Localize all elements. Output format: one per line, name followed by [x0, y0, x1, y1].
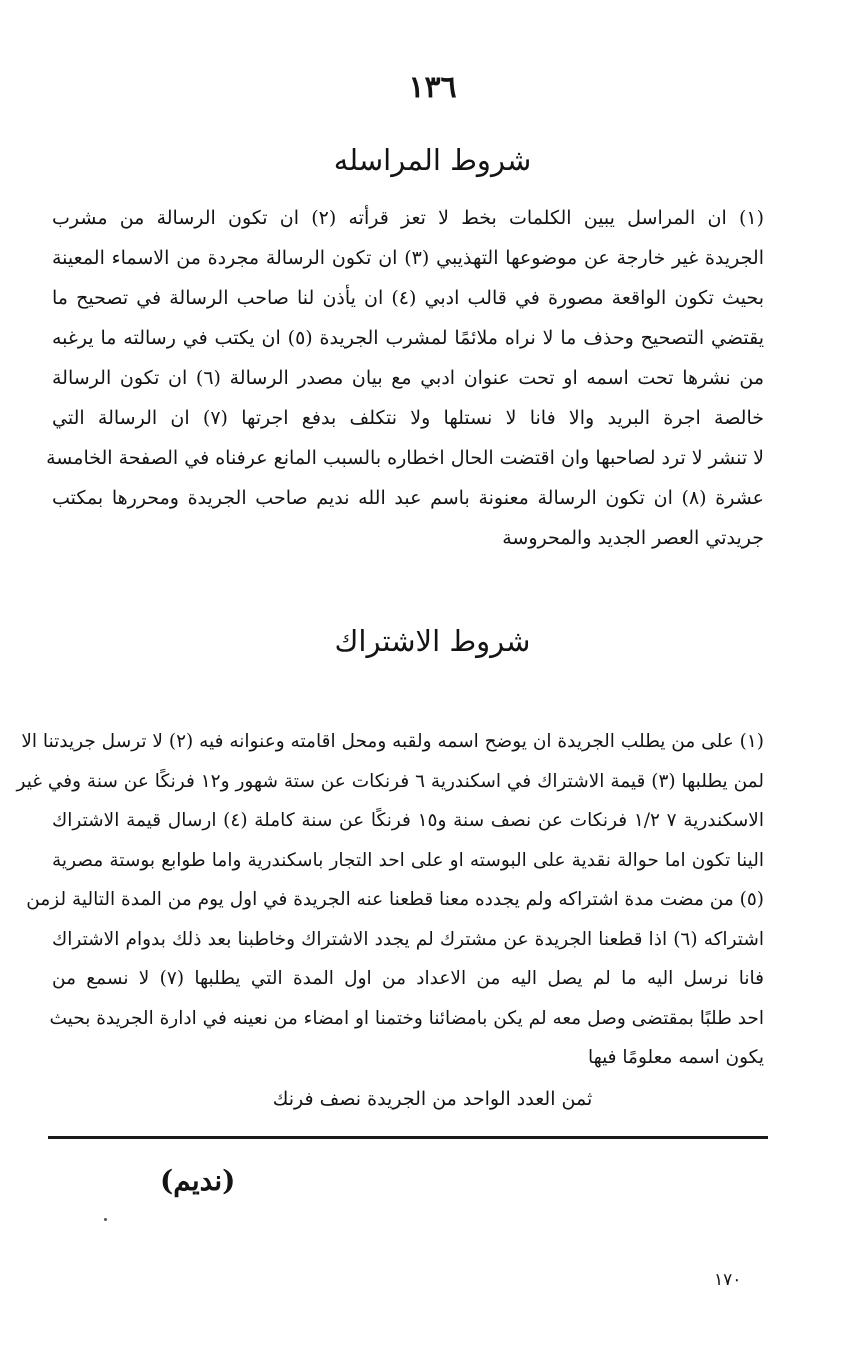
text-line: لمن يطلبها (٣) قيمة الاشتراك في اسكندرية ٦ فرنكات عن ستة شهور و١٢ فرنكًا عن سنة وفي غير	[16, 770, 764, 792]
text-line: فانا نرسل اليه ما لم يصل اليه من الاعداد من اول المدة التي يطلبها (٧) لا نسمع من	[52, 968, 764, 989]
text-line: يكون اسمه معلومًا فيها	[587, 1047, 764, 1068]
text-line: من نشرها تحت اسمه او تحت عنوان ادبي مع بيان مصدر الرسالة (٦) ان تكون الرسالة	[52, 367, 764, 389]
text-line: بحيث تكون الواقعة مصورة في قالب ادبي (٤) ان يأذن لنا صاحب الرسالة في تصحيح ما	[52, 287, 764, 309]
text-line: الينا تكون اما حوالة نقدية على البوسته او على احد التجار باسكندرية واما طوابع بوستة مصرية	[52, 849, 764, 871]
footer-page-number: ١٧٠	[714, 1270, 742, 1290]
subscription-terms-heading: شروط الاشتراك	[334, 624, 531, 658]
signature: (نديم)	[160, 1164, 236, 1197]
text-line: الاسكندرية ٧ ١/٢ فرنكات عن نصف سنة و١٥ فرنكًا عن سنة كاملة (٤) ارسال قيمة الاشتراك	[52, 810, 764, 831]
text-line: (٥) من مضت مدة اشتراكه ولم يجدده معنا قطعنا عنه الجريدة في اول يوم من المدة التالية لزمن	[26, 889, 764, 910]
text-line: (١) على من يطلب الجريدة ان يوضح اسمه ولقبه ومحل اقامته وعنوانه فيه (٢) لا ترسل جريدتنا الا	[21, 731, 764, 752]
text-line: عشرة (٨) ان تكون الرسالة معنونة باسم عبد الله نديم صاحب الجريدة ومحررها بمكتب	[52, 487, 764, 509]
correspondence-terms-body	[46, 198, 765, 558]
subscription-terms-body	[16, 722, 764, 1078]
text-line: اشتراكه (٦) اذا قطعنا الجريدة عن مشترك لم يجدد الاشتراك وخاطبنا بعد ذلك بدوام الاشتراك	[52, 928, 764, 950]
text-line: (١) ان المراسل يبين الكلمات بخط لا تعز قرأته (٢) ان تكون الرسالة من مشرب	[52, 207, 765, 229]
page-number: ١٣٦	[408, 70, 457, 105]
text-line: الجريدة غير خارجة عن موضوعها التهذيبي (٣) ان تكون الرسالة مجردة من الاسماء المعينة	[52, 247, 764, 269]
correspondence-terms-heading: شروط المراسله	[333, 143, 532, 177]
ink-speck	[104, 1218, 107, 1221]
text-line: احد طلبًا بمقتضى وصل معه لم يكن بامضائنا وختمنا او امضاء من نعينه في ادارة الجريدة بحيث	[49, 1007, 764, 1029]
text-line: لا تنشر لا ترد لصاحبها وان اقتضت الحال اخطاره بالسبب المانع عرفناه في الصفحة الخامسة	[46, 447, 764, 469]
horizontal-rule	[48, 1136, 768, 1139]
text-line: يقتضي التصحيح وحذف ما لا نراه ملائمًا لمشرب الجريدة (٥) ان يكتب في رسالته ما يرغبه	[52, 327, 764, 349]
text-line: جريدتي العصر الجديد والمحروسة	[502, 527, 764, 549]
price-note: ثمن العدد الواحد من الجريدة نصف فرنك	[272, 1088, 593, 1110]
text-line: خالصة اجرة البريد والا فانا لا نستلها ولا نتكلف بدفع اجرتها (٧) ان الرسالة التي	[52, 407, 764, 429]
